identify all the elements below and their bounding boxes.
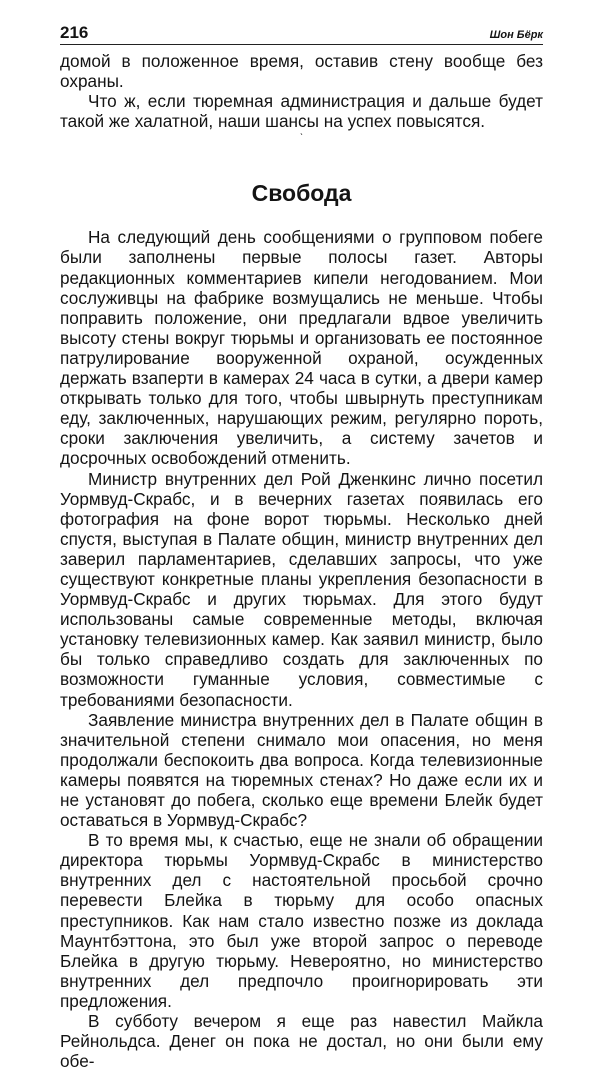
paragraph: В субботу вечером я еще раз навестил Майкла Рейнольдса. Денег он пока не достал, но они были ему обе- [60, 1011, 543, 1071]
running-head-author: Шон Бёрк [489, 29, 543, 41]
separator-mark: ˋ [299, 133, 304, 145]
paragraph: На следующий день сообщениями о групповом побеге были заполнены первые полосы газет. Авторы редакционных комментариев кипели негодованием. Мои сослуживцы на фабрике возмущались не меньше. Чтобы поправить положение, они предлагали вдвое увеличить высоту стены вокруг тюрьмы и организовать ее постоянное патрулирование вооруженной охраной, осужденных держать взаперти в камерах 24 часа в сутки, а двери камер открывать только для того, чтобы швырнуть преступникам еду, заключенных, нарушающих режим, регулярно пороть, сроки заключения увеличить, а систему зачетов и досрочных освобождений отменить. [60, 227, 543, 469]
paragraph: В то время мы, к счастью, еще не знали об обращении директора тюрьмы Уормвуд-Скрабс в министерство внутренних дел с настоятельной просьбой срочно перевести Блейка в тюрьму для особо опасных преступников. Как нам стало известно позже из доклада Маунтбэттона, это был уже второй запрос о переводе Блейка в другую тюрьму. Невероятно, но министерство внутренних дел предпочло проигнорировать эти предложения. [60, 830, 543, 1011]
book-page [60, 22, 543, 1071]
running-header [60, 22, 543, 45]
paragraph: Заявление министра внутренних дел в Палате общин в значительной степени снимало мои опасения, но меня продолжали беспокоить два вопроса. Когда телевизионные камеры появятся на тюремных стенах? Но даже если их и не установят до побега, сколько еще времени Блейк будет оставаться в Уормвуд-Скрабс? [60, 709, 543, 831]
page-number: 216 [60, 23, 89, 42]
section-title: Свобода [251, 180, 352, 207]
paragraph: Министр внутренних дел Рой Дженкинс лично посетил Уормвуд-Скрабс, и в вечерних газетах появилась его фотография на фоне ворот тюрьмы. Несколько дней спустя, выступая в Палате общин, министр внутренних дел заверил парламентариев, сделавших запросы, что уже существуют конкретные планы укрепления безопасности в Уормвуд-Скрабс и других тюрьмах. Для этого будут использованы самые современные методы, включая установку телевизионных камер. Как заявил министр, было бы только справедливо создать для заключенных по возможности гуманные условия, совместимые с требованиями безопасности. [60, 468, 543, 710]
body-text [60, 51, 543, 1071]
paragraph-continued: домой в положенное время, оставив стену вообще без охраны. [60, 51, 543, 92]
paragraph: Что ж, если тюремная администрация и дальше будет такой же халатной, наши шансы на успех повысятся. [60, 91, 543, 132]
